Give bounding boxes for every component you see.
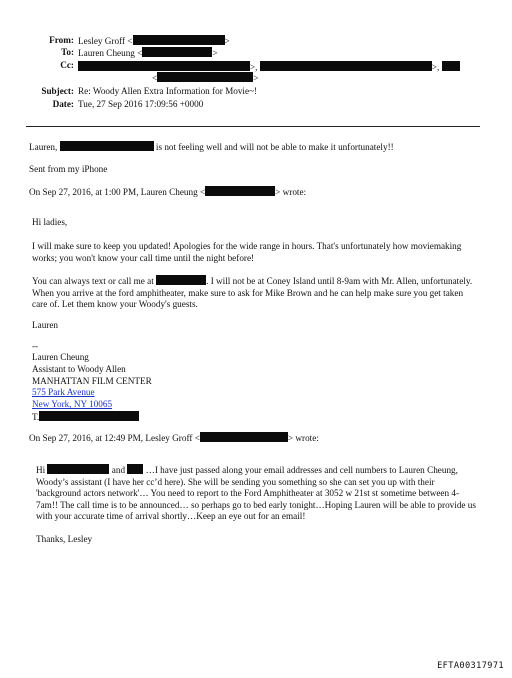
redaction bbox=[133, 35, 225, 45]
signoff-name: Lauren bbox=[32, 320, 59, 330]
signature-dashes: -- bbox=[32, 341, 39, 351]
email-header bbox=[0, 0, 512, 124]
date-label: Date: bbox=[52, 99, 74, 109]
paragraph-2: You can always text or call me at . I will not be at Coney Island until 8-9am with Mr. Allen, unfortunately. When you arrive at the ford amphitheater, make sure to ask for Mike Brown and he can help make sure you get taken care of. Let them know your Woody's guests. bbox=[32, 276, 473, 310]
quote-header-2: On Sep 27, 2016, at 12:49 PM, Lesley Groff < > wrote: bbox=[29, 433, 319, 443]
quote-header-1: On Sep 27, 2016, at 1:00 PM, Lauren Cheung < > wrote: bbox=[29, 187, 307, 197]
paragraph-1: I will make sure to keep you updated! Apologies for the wide range in hours. That's unfortunately how moviemaking works; you won't know your call time until the night before! bbox=[32, 241, 462, 263]
address-link-city[interactable]: New York, NY 10065 bbox=[32, 399, 113, 409]
redaction bbox=[205, 186, 275, 196]
redaction bbox=[142, 47, 212, 57]
sent-from-line: Sent from my iPhone bbox=[29, 164, 108, 174]
from-name: Lesley Groff < bbox=[78, 36, 133, 46]
signature-phone: T. bbox=[32, 411, 139, 424]
signature-title: Assistant to Woody Allen bbox=[32, 364, 126, 374]
redaction bbox=[442, 61, 460, 71]
address-link-street[interactable]: 575 Park Avenue bbox=[32, 387, 95, 397]
redaction bbox=[156, 275, 206, 285]
to-value: Lauren Cheung < > bbox=[78, 48, 218, 58]
reply-line: Lauren, is not feeling well and will not be able to make it unfortunately!! bbox=[29, 142, 394, 152]
document-id: EFTA00317971 bbox=[437, 661, 504, 671]
redaction bbox=[157, 72, 253, 82]
subject-value: Re: Woody Allen Extra Information for Movie~! bbox=[78, 86, 258, 96]
cc-value-line1: >, >, bbox=[78, 61, 460, 74]
cc-value-line2: < > bbox=[152, 73, 259, 83]
redaction bbox=[39, 411, 139, 421]
closing: Thanks, Lesley bbox=[36, 534, 93, 544]
redaction bbox=[47, 464, 109, 474]
to-name: Lauren Cheung < bbox=[78, 48, 143, 58]
from-value: Lesley Groff < > bbox=[78, 36, 230, 46]
redaction bbox=[60, 141, 154, 151]
signature-name: Lauren Cheung bbox=[32, 352, 89, 362]
cc-label: Cc: bbox=[60, 60, 74, 70]
greeting: Hi ladies, bbox=[32, 217, 68, 227]
to-label: To: bbox=[61, 47, 74, 57]
date-value: Tue, 27 Sep 2016 17:09:56 +0000 bbox=[78, 99, 204, 109]
redaction bbox=[78, 61, 250, 71]
header-divider bbox=[26, 126, 480, 127]
redaction bbox=[260, 61, 432, 71]
signature-company: MANHATTAN FILM CENTER bbox=[32, 376, 152, 386]
redaction bbox=[127, 464, 143, 474]
subject-label: Subject: bbox=[41, 86, 74, 96]
from-label: From: bbox=[49, 35, 74, 45]
paragraph-3: Hi and …I have just passed along your email addresses and cell numbers to Lauren Cheung, Woody’s assistant (I have her cc’d here). She will be sending you something so she can set you up with their 'background actors network'… You need to report to the Ford Amphitheater at 3052 w 21st st sometime between 4-7am!! The call time is to be announced… so perhaps go to bed early tonight…Hoping Lauren will be able to provide us with your accurate time of arrival shortly…Keep an eye out for an email! bbox=[36, 465, 476, 522]
redaction bbox=[200, 432, 288, 442]
